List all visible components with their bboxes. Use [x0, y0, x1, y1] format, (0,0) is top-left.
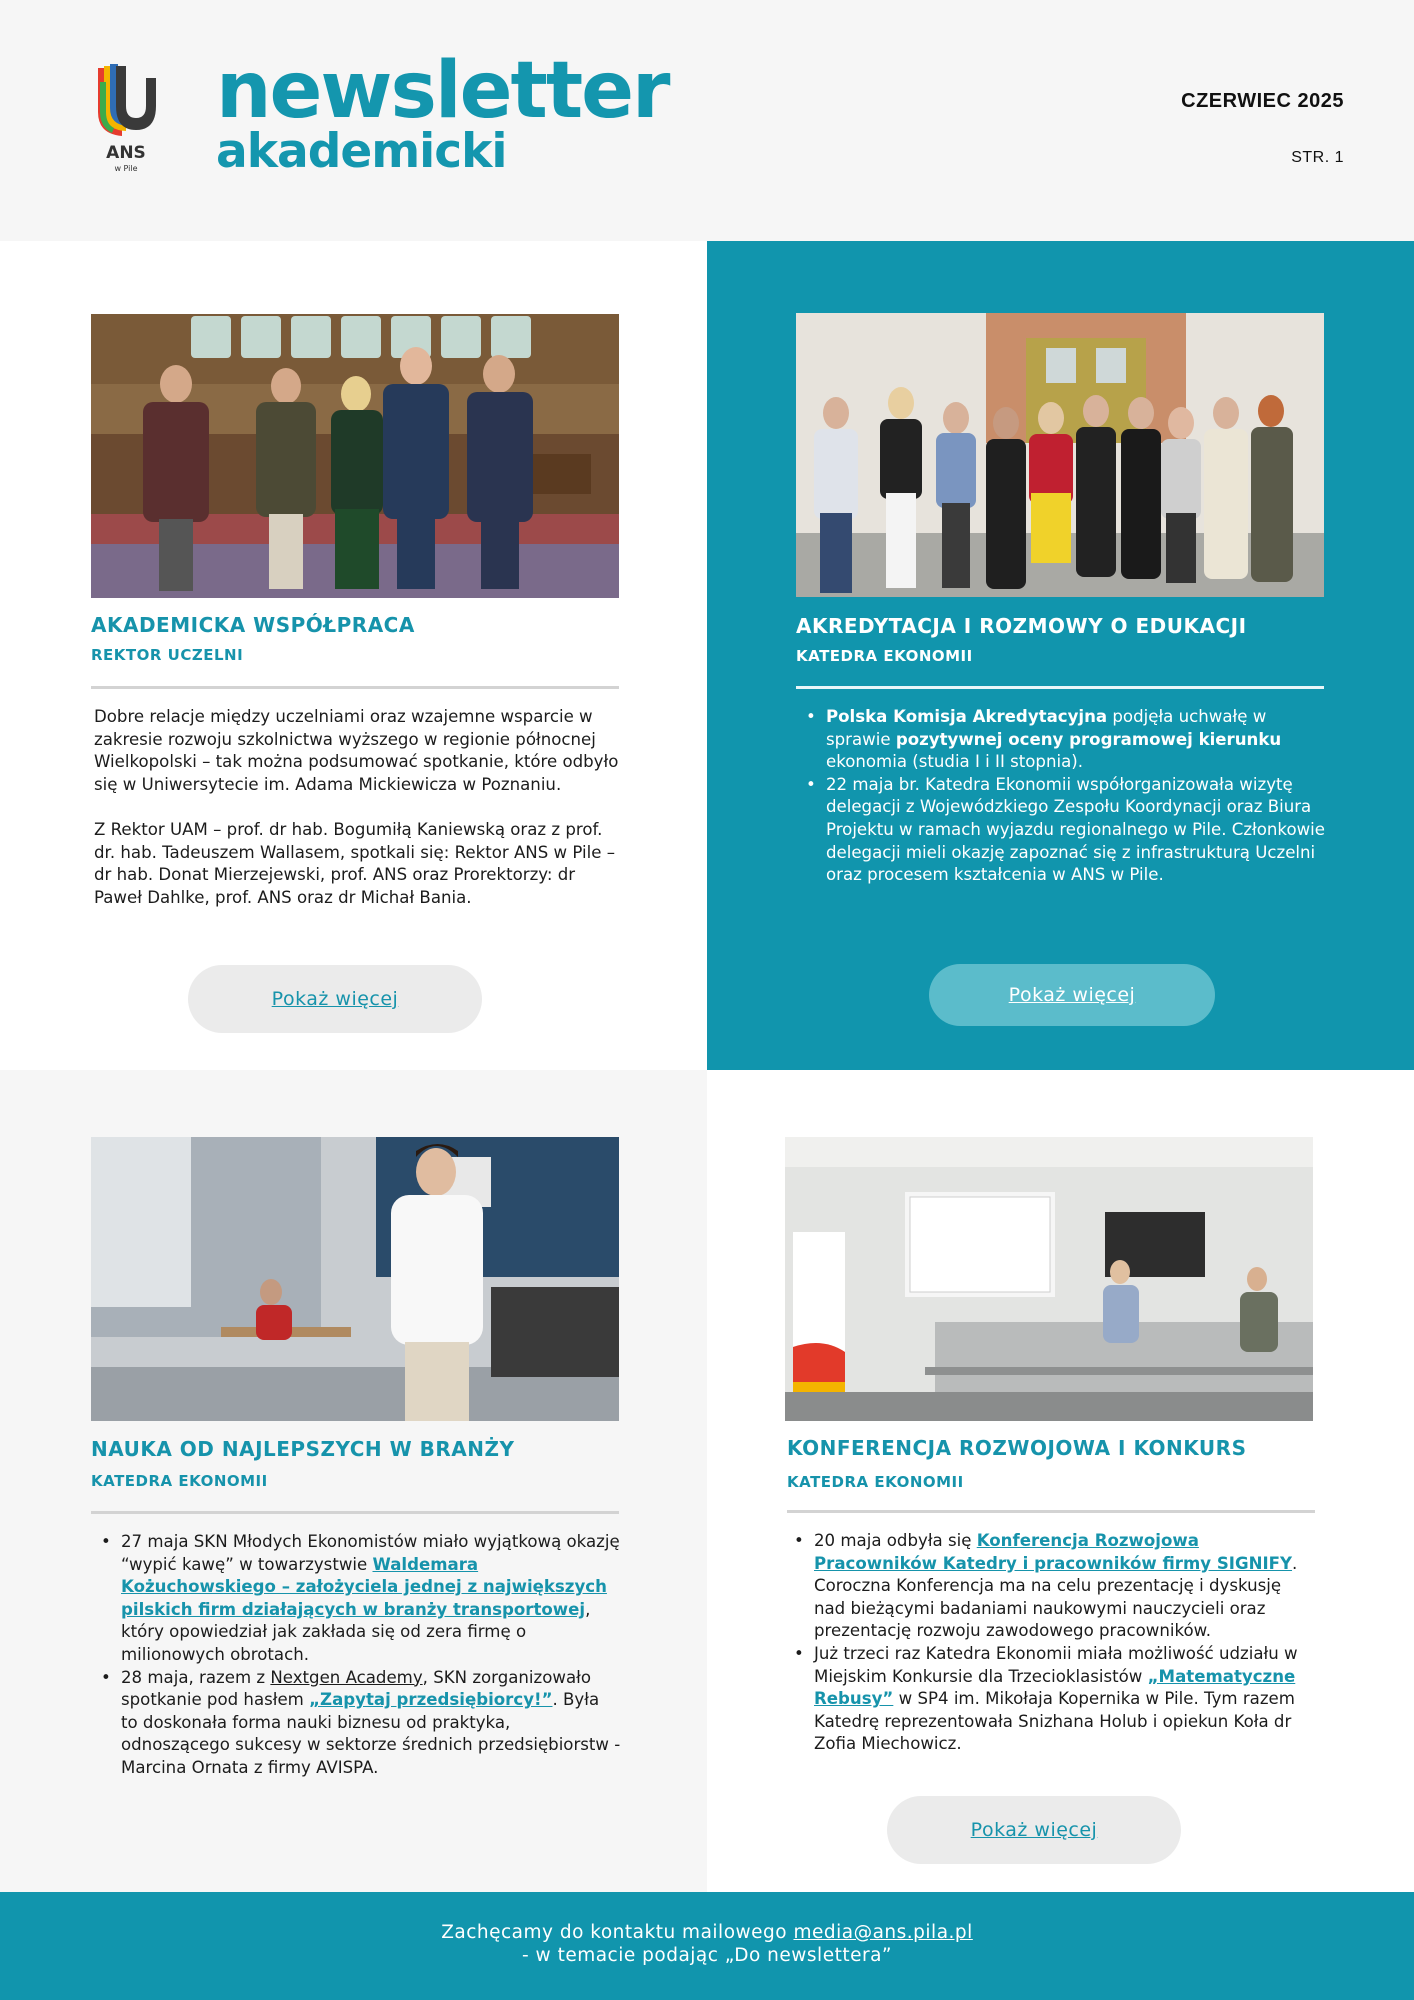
bullet-list	[91, 1531, 621, 1780]
article-subtitle: REKTOR UCZELNI	[91, 646, 244, 664]
item-text: . Była to doskonała forma nauki biznesu od praktyka, odnoszącego sukcesy w sektorze średnich przedsiębiorstw - Marcina Ornata z firmy AVISPA.	[121, 1690, 621, 1777]
item-text: . Coroczna Konferencja ma na celu prezentację i dyskusję nad bieżącymi badaniami naukowymi nauczycieli oraz prezentację rozwoju zawodowego pracowników.	[814, 1553, 1298, 1641]
item-text: 20 maja odbyła się	[814, 1531, 977, 1550]
bullet-list	[796, 706, 1326, 887]
list-item	[784, 1530, 1314, 1643]
article-photo[interactable]	[91, 1137, 619, 1421]
article-title: AKADEMICKA WSPÓŁPRACA	[91, 613, 415, 637]
article-subtitle: KATEDRA EKONOMII	[787, 1473, 964, 1491]
paragraph: Dobre relacje między uczelniami oraz wzajemne wsparcie w zakresie rozwoju szkolnictwa wyższego w regionie północnej Wielkopolski – tak można podsumować spotkanie, które odbyło się w Uniwersytecie im. Adama Mickiewicza w Poznaniu.	[94, 707, 619, 794]
page-number: STR. 1	[1291, 149, 1344, 166]
article-body	[91, 1531, 621, 1780]
title-line-2: akademicki	[216, 124, 507, 179]
list-item	[784, 1643, 1314, 1756]
highlight-text: Polska Komisja Akredytacyjna	[826, 707, 1108, 726]
list-item: • 22 maja br. Katedra Ekonomii współorganizowała wizytę delegacji z Wojewódzkiego Zespołu Koordynacji oraz Biura Projektu w ramach wyjazdu regionalnego w Pile. Członkowie delegacji mieli okazję zapoznać się z infrastrukturą Uczelni oraz procesem kształcenia w ANS w Pile.	[796, 774, 1326, 887]
list-item	[796, 706, 1326, 774]
group-photo-icon	[796, 313, 1324, 597]
article-title: KONFERENCJA ROZWOJOWA I KONKURS	[787, 1436, 1247, 1460]
nextgen-link[interactable]: Nextgen Academy	[270, 1667, 423, 1687]
title-line-1: newsletter	[216, 46, 669, 136]
newsletter-title	[216, 46, 669, 179]
footer-text: Zachęcamy do kontaktu mailowego	[441, 1922, 794, 1943]
article-subtitle: KATEDRA EKONOMII	[91, 1472, 268, 1490]
item-text: , który opowiedział jak zakłada się od zera firmę o milionowych obrotach.	[121, 1599, 591, 1664]
show-more-button[interactable]: Pokaż więcej	[188, 965, 482, 1033]
item-text: , SKN zorganizowało spotkanie pod hasłem	[121, 1667, 592, 1710]
article-photo[interactable]	[91, 314, 619, 598]
bullet-list	[784, 1530, 1314, 1756]
article-title: NAUKA OD NAJLEPSZYCH W BRANŻY	[91, 1437, 515, 1461]
item-text: 27 maja SKN Młodych Ekonomistów miało wyjątkową okazję “wypić kawę” w towarzystwie	[121, 1532, 620, 1574]
ans-logo-icon	[94, 62, 158, 174]
issue-date: CZERWIEC 2025	[1181, 90, 1344, 112]
article-accreditation	[707, 241, 1414, 1070]
article-subtitle: KATEDRA EKONOMII	[796, 647, 973, 665]
article-photo[interactable]	[785, 1137, 1313, 1421]
highlight-text: pozytywnej oceny programowej kierunku	[895, 729, 1282, 749]
logo-text: ANS	[106, 143, 146, 163]
list-item	[91, 1667, 621, 1780]
contest-link[interactable]: „Matematyczne Rebusy”	[814, 1666, 1296, 1709]
divider	[91, 686, 619, 689]
event-link[interactable]: „Zapytaj przedsiębiorcy!”	[309, 1690, 553, 1710]
divider	[796, 686, 1324, 689]
paragraph: Z Rektor UAM – prof. dr hab. Bogumiłą Kaniewską oraz z prof. dr. hab. Tadeuszem Wallasem, spotkali się: Rektor ANS w Pile – dr hab. Donat Mierzejewski, prof. ANS oraz Prorektorzy: dr Paweł Dahlke, prof. ANS oraz dr Michał Bania.	[94, 819, 616, 907]
item-text: w SP4 im. Mikołaja Kopernika w Pile. Tym razem Katedrę reprezentowała Snizhana Holub i opiekun Koła dr Zofia Miechowicz.	[814, 1689, 1295, 1754]
article-photo[interactable]	[796, 313, 1324, 597]
person-link[interactable]: Waldemara Kożuchowskiego – założyciela jednej z największych pilskich firm działających w branży transportowej	[121, 1554, 607, 1619]
divider	[787, 1510, 1315, 1513]
footer-subject-line: - w temacie podając „Do newslettera”	[522, 1945, 892, 1966]
item-text: podjęła uchwałę w sprawie	[826, 707, 1267, 749]
list-item	[91, 1531, 621, 1667]
article-body	[94, 706, 624, 909]
item-text: Już trzeci raz Katedra Ekonomii miała możliwość udziału w Miejskim Konkursie dla Trzecioklasistów	[814, 1643, 1298, 1686]
item-text: ekonomia (studia I i II stopnia).	[826, 752, 1083, 772]
footer-contact-line	[0, 1921, 1414, 1944]
newsletter-footer	[0, 1892, 1414, 2000]
show-more-button[interactable]: Pokaż więcej	[887, 1796, 1181, 1864]
article-body	[784, 1530, 1314, 1756]
item-text: 28 maja, razem z	[121, 1667, 271, 1687]
newsletter-header	[0, 0, 1414, 241]
logo-subtext: w Pile	[114, 164, 138, 173]
presentation-photo-icon	[91, 1137, 619, 1421]
article-title: AKREDYTACJA I ROZMOWY O EDUKACJI	[796, 614, 1247, 638]
article-conference-and-contest	[707, 1070, 1414, 1892]
article-academic-cooperation	[0, 241, 707, 1070]
divider	[91, 1511, 619, 1514]
group-photo-icon	[91, 314, 619, 598]
conference-link[interactable]: Konferencja Rozwojowa Pracowników Katedry i pracowników firmy SIGNIFY	[814, 1531, 1293, 1573]
conference-photo-icon	[785, 1137, 1313, 1421]
article-learning-from-the-best	[0, 1070, 707, 1892]
ans-logo[interactable]	[94, 62, 158, 174]
email-link[interactable]: media@ans.pila.pl	[793, 1922, 973, 1943]
article-body	[796, 706, 1326, 887]
show-more-button[interactable]: Pokaż więcej	[929, 964, 1215, 1026]
